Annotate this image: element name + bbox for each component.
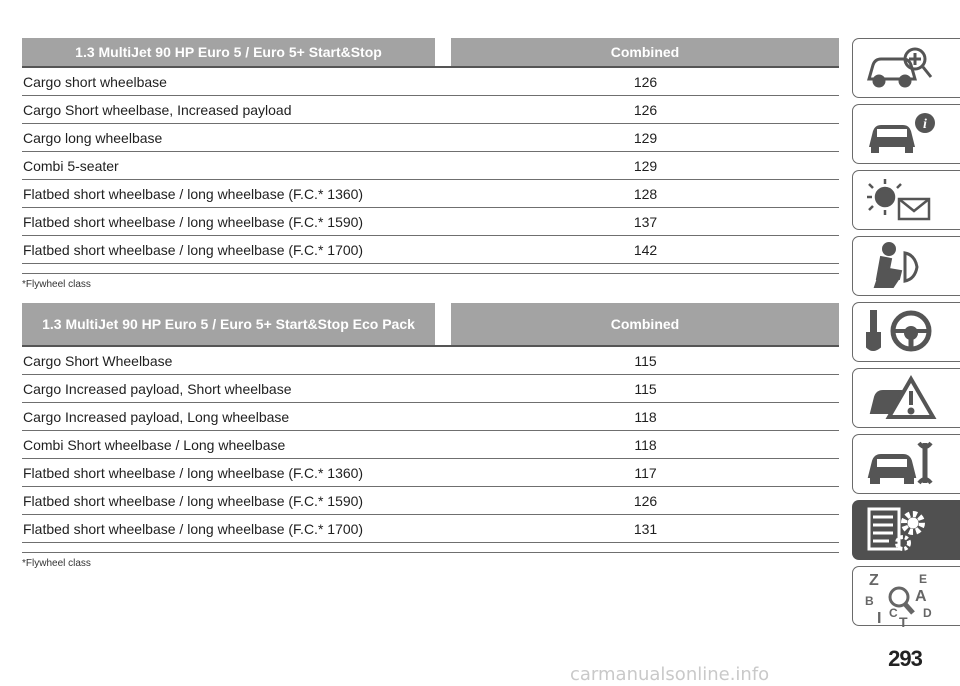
index-letter: E xyxy=(919,572,928,586)
car-emergency-warning-icon xyxy=(863,373,943,423)
car-info-icon xyxy=(863,109,943,159)
table-row: Flatbed short wheelbase / long wheelbase (F.C.* 1360) 128 xyxy=(22,180,839,208)
emissions-table-eco-pack xyxy=(22,303,839,569)
table-row: Flatbed short wheelbase / long wheelbase (F.C.* 1590) 137 xyxy=(22,208,839,236)
tab-car-dashboard[interactable] xyxy=(852,38,960,98)
warning-lights-message-icon xyxy=(863,175,943,225)
index-letter: C xyxy=(889,606,898,620)
footnote: *Flywheel class xyxy=(22,279,91,290)
combined-header: Combined xyxy=(451,38,839,66)
page-number: 293 xyxy=(888,646,922,671)
table-header xyxy=(22,38,839,68)
index-letter: B xyxy=(865,594,874,608)
table-row: Cargo long wheelbase 129 xyxy=(22,124,839,152)
tab-car-info[interactable] xyxy=(852,104,960,164)
table-row: Flatbed short wheelbase / long wheelbase (F.C.* 1360) 117 xyxy=(22,459,839,487)
tab-index[interactable] xyxy=(852,566,960,626)
table-row: Cargo Increased payload, Short wheelbase 115 xyxy=(22,375,839,403)
table-row: Cargo Short Wheelbase 115 xyxy=(22,347,839,375)
tab-warning-lights[interactable] xyxy=(852,170,960,230)
engine-header: 1.3 MultiJet 90 HP Euro 5 / Euro 5+ Start&Stop xyxy=(22,38,435,66)
table-row: Combi 5-seater 129 xyxy=(22,152,839,180)
index-letter: Z xyxy=(869,572,879,589)
tab-maintenance[interactable] xyxy=(852,434,960,494)
technical-specs-gear-icon xyxy=(863,505,943,555)
table-row: Flatbed short wheelbase / long wheelbase (F.C.* 1700) 131 xyxy=(22,515,839,543)
table-row: Combi Short wheelbase / Long wheelbase 118 xyxy=(22,431,839,459)
svg-text:i: i xyxy=(923,117,927,132)
car-maintenance-wrench-icon xyxy=(863,439,943,489)
emissions-table-start-stop xyxy=(22,38,839,290)
table-row: Cargo Short wheelbase, Increased payload 126 xyxy=(22,96,839,124)
footnote: *Flywheel class xyxy=(22,558,91,569)
tab-emergency[interactable] xyxy=(852,368,960,428)
key-steering-wheel-icon xyxy=(863,307,943,357)
engine-header: 1.3 MultiJet 90 HP Euro 5 / Euro 5+ Start&Stop Eco Pack xyxy=(22,303,435,345)
combined-header: Combined xyxy=(451,303,839,345)
table-row: Cargo Increased payload, Long wheelbase 118 xyxy=(22,403,839,431)
table-row: Cargo short wheelbase 126 xyxy=(22,68,839,96)
table-row: Flatbed short wheelbase / long wheelbase (F.C.* 1700) 142 xyxy=(22,236,839,264)
index-letter: T xyxy=(899,614,908,627)
index-letter: D xyxy=(923,606,932,620)
tab-safety[interactable] xyxy=(852,236,960,296)
tab-technical-specifications[interactable] xyxy=(852,500,960,560)
watermark: carmanualsonline.info xyxy=(570,664,770,685)
table-header xyxy=(22,303,839,347)
index-letter: I xyxy=(877,610,882,627)
index-letter: A xyxy=(915,588,927,605)
alphabetical-index-icon xyxy=(863,571,943,627)
car-dashboard-icon xyxy=(863,43,943,93)
table-row: Flatbed short wheelbase / long wheelbase (F.C.* 1590) 126 xyxy=(22,487,839,515)
seat-airbag-safety-icon xyxy=(863,241,943,291)
tab-starting-driving[interactable] xyxy=(852,302,960,362)
